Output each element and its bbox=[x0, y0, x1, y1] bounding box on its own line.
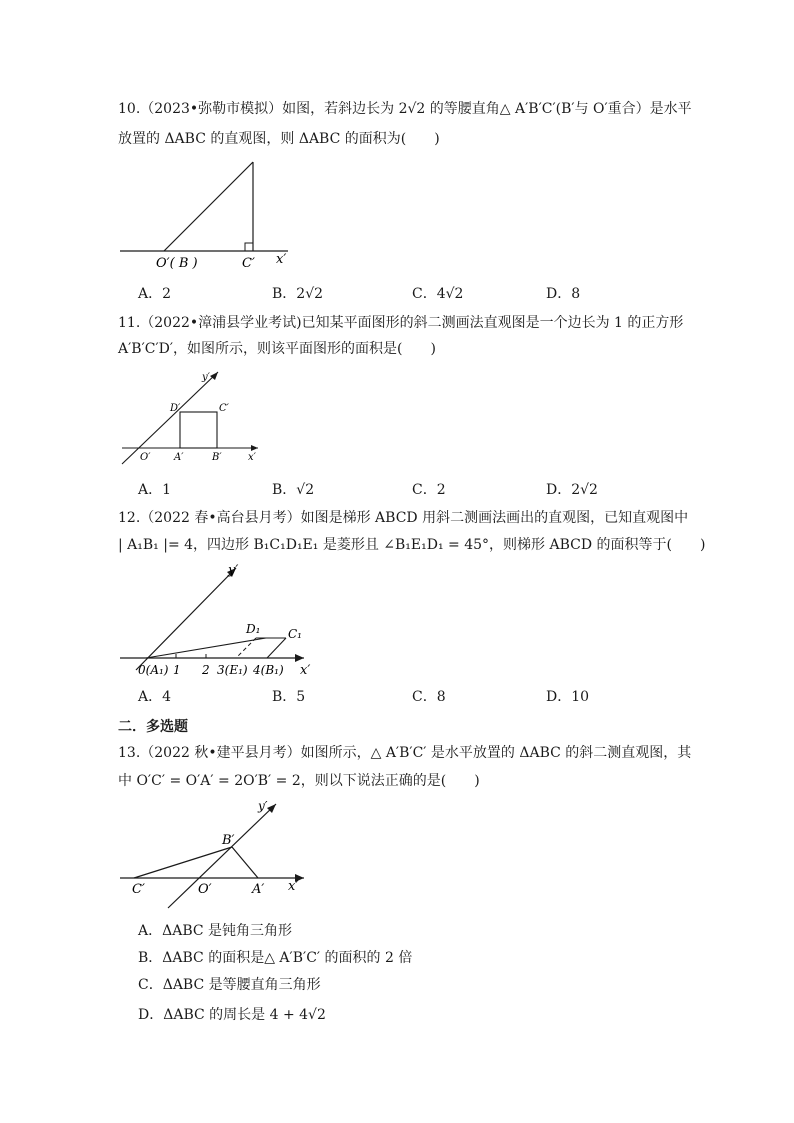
q11-option-c[interactable]: C．2 bbox=[412, 482, 446, 498]
q12-label-4: 4(B₁) bbox=[253, 663, 284, 677]
q13-option-c[interactable]: C．ΔABC 是等腰直角三角形 bbox=[138, 977, 321, 993]
q11-line2: A′B′C′D′，如图所示，则该平面图形的面积是( ) bbox=[118, 341, 436, 357]
q11-label-x: x′ bbox=[248, 452, 256, 463]
q10-label-x: x′ bbox=[276, 252, 287, 267]
q11-option-a[interactable]: A．1 bbox=[138, 482, 172, 498]
q10-option-d[interactable]: D．8 bbox=[546, 286, 581, 302]
q10-hypotenuse bbox=[164, 162, 253, 251]
q13-label-b: B′ bbox=[222, 833, 235, 848]
q13-option-a[interactable]: A．ΔABC 是钝角三角形 bbox=[138, 923, 293, 939]
q11-option-d[interactable]: D．2√2 bbox=[546, 482, 598, 498]
q12-line1: 12.（2022 春•高台县月考）如图是梯形 ABCD 用斜二测画法画出的直观图，已知直观图中 bbox=[118, 510, 689, 526]
q12-option-c[interactable]: C．8 bbox=[412, 689, 446, 705]
q11-y-axis bbox=[122, 372, 218, 464]
q10-option-a[interactable]: A．2 bbox=[138, 286, 172, 302]
q10-label-o: O′( B ) bbox=[156, 256, 198, 271]
q12-option-b[interactable]: B．5 bbox=[272, 689, 306, 705]
q10-right-angle-mark bbox=[245, 243, 253, 251]
q11-label-o: O′ bbox=[140, 452, 151, 463]
q12-x-arrow bbox=[295, 654, 304, 662]
q12-label-x: x′ bbox=[300, 663, 311, 678]
q12-label-d: D₁ bbox=[246, 622, 261, 636]
section-title: 二．多选题 bbox=[118, 719, 188, 735]
q11-label-c: C′ bbox=[219, 403, 229, 414]
q13-cb-side bbox=[134, 847, 232, 878]
q12-line2: | A₁B₁ |= 4，四边形 B₁C₁D₁E₁ 是菱形且 ∠B₁E₁D₁ = 45°，则梯形 ABCD 的面积等于( ) bbox=[118, 537, 706, 553]
q13-label-x: x′ bbox=[288, 879, 299, 894]
q12-label-3: 3(E₁) bbox=[217, 663, 248, 677]
q13-figure bbox=[118, 798, 318, 910]
q12-figure bbox=[118, 560, 318, 682]
q13-line1: 13.（2022 秋•建平县月考）如图所示，△ A′B′C′ 是水平放置的 ΔABC 的斜二测直观图，其 bbox=[118, 745, 692, 761]
q11-label-b: B′ bbox=[212, 452, 222, 463]
q12-label-1: 1 bbox=[173, 663, 181, 677]
q10-label-c: C′ bbox=[242, 256, 255, 271]
q12-label-o: 0(A₁) bbox=[138, 663, 169, 677]
q13-option-b[interactable]: B．ΔABC 的面积是△ A′B′C′ 的面积的 2 倍 bbox=[138, 950, 413, 966]
q11-figure bbox=[118, 368, 268, 468]
q12-option-a[interactable]: A．4 bbox=[138, 689, 172, 705]
q12-y-axis bbox=[136, 568, 236, 670]
q13-label-c: C′ bbox=[132, 882, 145, 897]
q11-x-arrow bbox=[251, 445, 258, 451]
q12-label-2: 2 bbox=[202, 663, 210, 677]
q11-label-y: y′ bbox=[202, 372, 210, 383]
q10-line1: 10.（2023•弥勒市模拟）如图，若斜边长为 2√2 的等腰直角△ A′B′C′(B′与 O′重合）是水平 bbox=[118, 101, 692, 117]
q10-figure bbox=[118, 155, 308, 275]
q10-line2: 放置的 ΔABC 的直观图，则 ΔABC 的面积为( ) bbox=[118, 131, 440, 147]
q12-cb-side bbox=[267, 638, 286, 658]
q11-option-b[interactable]: B．√2 bbox=[272, 482, 315, 498]
q11-label-d: D′ bbox=[170, 403, 181, 414]
q10-option-b[interactable]: B．2√2 bbox=[272, 286, 324, 302]
q13-ba-side bbox=[232, 847, 258, 878]
q12-label-c: C₁ bbox=[288, 627, 302, 641]
q13-label-o: O′ bbox=[198, 882, 212, 897]
q13-label-y: y′ bbox=[258, 799, 268, 813]
q11-square bbox=[180, 412, 217, 448]
q13-option-d[interactable]: D．ΔABC 的周长是 4 + 4√2 bbox=[138, 1007, 326, 1023]
q11-line1: 11.（2022•漳浦县学业考试)已知某平面图形的斜二测画法直观图是一个边长为 1 的正方形 bbox=[118, 315, 684, 331]
q12-label-y: y′ bbox=[228, 563, 239, 578]
q10-option-c[interactable]: C．4√2 bbox=[412, 286, 464, 302]
q11-label-a: A′ bbox=[174, 452, 184, 463]
q12-option-d[interactable]: D．10 bbox=[546, 689, 590, 705]
q13-label-a: A′ bbox=[252, 882, 265, 897]
q13-line2: 中 O′C′ = O′A′ = 2O′B′ = 2，则以下说法正确的是( ) bbox=[118, 773, 480, 789]
